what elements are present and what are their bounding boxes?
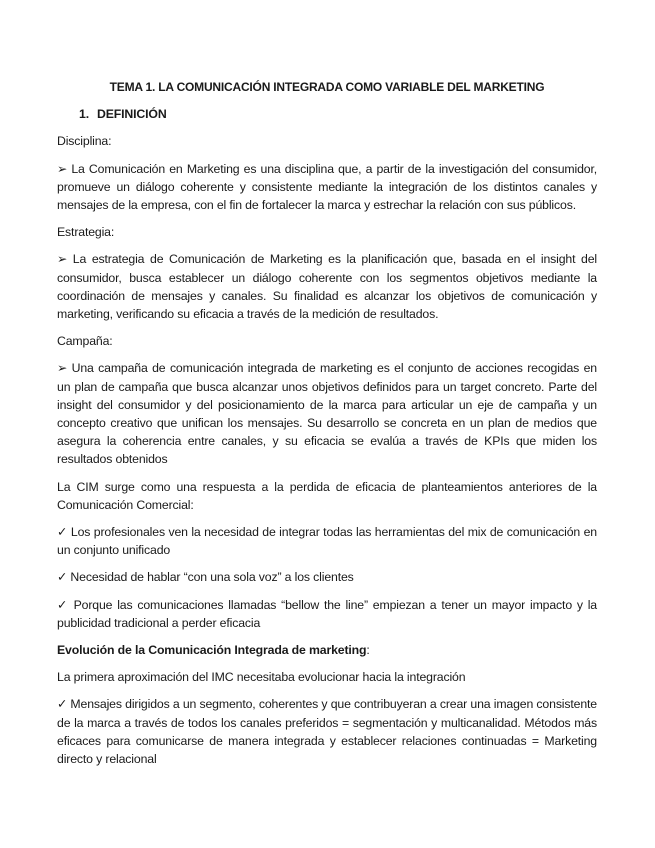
evolucion-heading-colon: : [366, 643, 370, 658]
evolucion-heading-text: Evolución de la Comunicación Integrada de marketing [57, 643, 367, 658]
campana-label: Campaña: [57, 334, 113, 349]
section-number: 1. [79, 107, 89, 122]
disciplina-paragraph: ➢ La Comunicación en Marketing es una disciplina que, a partir de la investigación del consumidor, promueve un diálogo coherente y consistente mediante la integración de los distintos canales y mensajes de la empresa, con el fin de fortalecer la marca y estrechar la relación con sus públicos. [57, 161, 597, 213]
estrategia-paragraph: ➢ La estrategia de Comunicación de Marketing es la planificación que, basada en el insight del consumidor, busca establecer un diálogo coherente con los segmentos objetivos mediante la coordinación de mensajes y canales. Su finalidad es alcanzar los objetivos de comunicación y marketing, verificando su eficacia a través de la medición de resultados. [57, 252, 597, 322]
cim-point-una-sola-voz: ✓ Necesidad de hablar “con una sola voz” a los clientes [57, 570, 354, 585]
cim-intro-paragraph: La CIM surge como una respuesta a la perdida de eficacia de planteamientos anteriores de la Comunicación Comercial: [57, 479, 597, 512]
section-label: DEFINICIÓN [97, 107, 167, 122]
cim-point-integrar: ✓ Los profesionales ven la necesidad de integrar todas las herramientas del mix de comunicación en un conjunto unificado [57, 525, 597, 558]
evolucion-intro-paragraph: La primera aproximación del IMC necesitaba evolucionar hacia la integración [57, 670, 466, 685]
evolucion-heading [57, 641, 597, 659]
estrategia-label: Estrategia: [57, 225, 115, 240]
document-body [57, 78, 597, 777]
disciplina-label: Disciplina: [57, 134, 112, 149]
document-title: TEMA 1. LA COMUNICACIÓN INTEGRADA COMO VARIABLE DEL MARKETING [109, 80, 545, 94]
cim-point-bellow-the-line: ✓ Porque las comunicaciones llamadas “bellow the line” empiezan a tener un mayor impacto y la publicidad tradicional a perder eficacia [57, 597, 597, 630]
evolucion-point-paragraph: ✓ Mensajes dirigidos a un segmento, coherentes y que contribuyeran a crear una imagen consistente de la marca a través de todos los canales preferidos = segmentación y multicanalidad. Métodos más eficaces para comunicarse de manera integrada y establecer relaciones continuadas = Marketing directo y relacional [57, 697, 597, 767]
campana-paragraph: ➢ Una campaña de comunicación integrada de marketing es el conjunto de acciones recogidas en un plan de campaña que busca alcanzar unos objetivos definidos para un target concreto. Parte del insight del consumidor y del posicionamiento de la marca para articular un eje de campaña y un concepto creativo que unifican los mensajes. Su desarrollo se concreta en un plan de medios que asegura la coherencia entre canales, y su eficacia se evalúa a través de KPIs que miden los resultados obtenidos [57, 361, 597, 467]
section-heading [79, 105, 597, 123]
